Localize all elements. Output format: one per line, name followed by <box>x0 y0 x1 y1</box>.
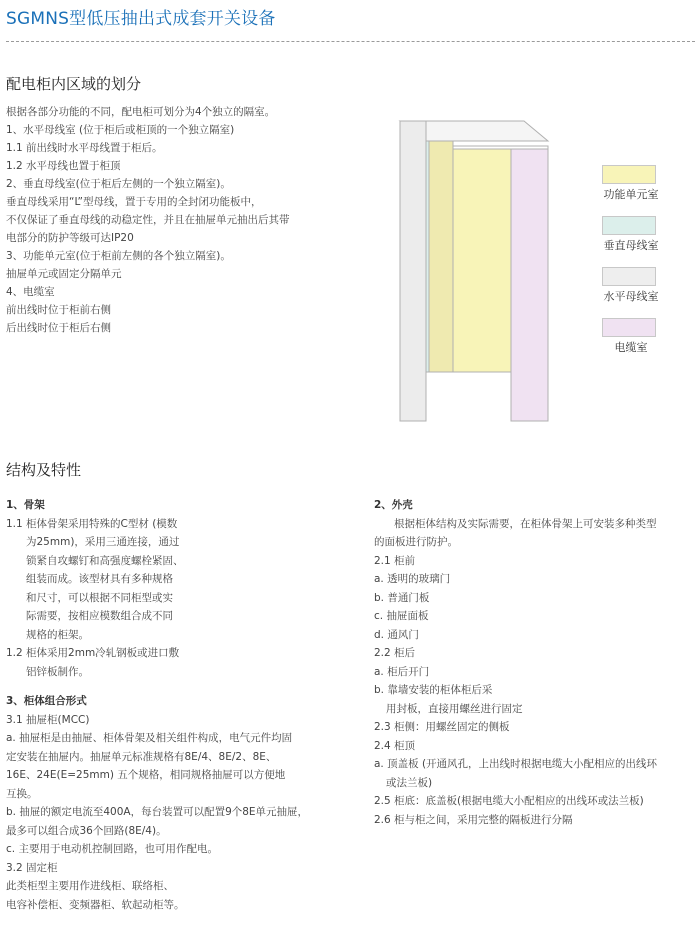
legend-swatch <box>602 165 656 184</box>
legend-swatch <box>602 216 656 235</box>
text-line: 2、垂直母线室(位于柜后左侧的一个独立隔室)。 <box>6 178 231 190</box>
text-line: 为25mm)，采用三通连接，通过 <box>26 536 180 548</box>
text-line: 用封板，直接用螺丝进行固定 <box>386 702 523 715</box>
text-line: 铝锌板制作。 <box>26 665 89 678</box>
cabinet-divider <box>453 146 548 149</box>
section-heading-structure: 结构及特性 <box>6 461 82 479</box>
legend-label: 功能单元室 <box>603 188 659 201</box>
title-divider <box>6 41 695 42</box>
text-line: 2.5 柜底：底盖板(根据电缆大小配相应的出线环或法兰板) <box>374 795 644 807</box>
legend-item-vertical-busbar <box>597 216 667 267</box>
cabinet-compartment-diagram <box>398 119 550 424</box>
functional-unit-side-face <box>429 141 453 372</box>
text-line: 电部分的防护等级可达IP20 <box>6 232 134 244</box>
text-line: 2.1 柜前 <box>374 554 416 567</box>
legend-item-cable <box>597 318 667 369</box>
text-line: 前出线时位于柜前右侧 <box>6 304 111 316</box>
text-line: a. 抽屉柜是由抽屉、柜体骨架及相关组件构成，电气元件均固 <box>6 732 293 744</box>
structure-left-column <box>6 496 366 914</box>
text-line: a. 顶盖板 (开通风孔，上出线时根据电缆大小配相应的出线环 <box>374 758 658 770</box>
text-line: 3.1 抽屉柜(MCC) <box>6 713 90 726</box>
text-line: 或法兰板) <box>386 776 433 789</box>
text-line: 根据各部分功能的不同，配电柜可划分为4个独立的隔室。 <box>6 106 276 118</box>
text-line: 2.3 柜侧：用螺丝固定的侧板 <box>374 721 510 733</box>
text-line: 1.1 前出线时水平母线置于柜后。 <box>6 142 163 154</box>
functional-unit-compartment <box>453 149 511 372</box>
text-line: a. 柜后开门 <box>374 665 430 678</box>
text-line: 3、功能单元室(位于柜前左侧的各个独立隔室)。 <box>6 250 231 262</box>
text-line: 1、水平母线室 (位于柜后或柜顶的一个独立隔室) <box>6 124 235 136</box>
text-line: 16E、24E(E=25mm) 五个规格，相同规格抽屉可以方便地 <box>6 769 286 781</box>
legend-item-horizontal-busbar <box>597 267 667 318</box>
text-line: a. 透明的玻璃门 <box>374 573 451 585</box>
legend-swatch <box>602 267 656 286</box>
text-line: 3.2 固定柜 <box>6 861 58 874</box>
legend-item-functional-unit <box>597 165 667 216</box>
text-line: b. 普通门板 <box>374 591 430 604</box>
text-line: 1.2 柜体采用2mm冷轧钢板或进口敷 <box>6 647 180 659</box>
text-line: 规格的柜架。 <box>26 628 89 641</box>
text-line: 锁紧自攻螺钉和高强度螺栓紧固、 <box>26 554 184 567</box>
text-line: 2.6 柜与柜之间，采用完整的隔板进行分隔 <box>374 813 573 826</box>
legend-label: 电缆室 <box>614 341 648 354</box>
section-heading-compartments: 配电柜内区域的划分 <box>6 75 142 93</box>
text-line: b. 靠墙安装的柜体柜后采 <box>374 684 493 696</box>
compartment-description <box>6 103 366 337</box>
legend-label: 垂直母线室 <box>603 239 659 252</box>
text-line: d. 通风门 <box>374 628 419 641</box>
text-line: c. 主要用于电动机控制回路，也可用作配电。 <box>6 843 218 855</box>
legend-swatch <box>602 318 656 337</box>
text-line: 根据柜体结构及实际需要，在柜体骨架上可安装多种类型 <box>394 517 657 530</box>
document-title: SGMNS型低压抽出式成套开关设备 <box>6 9 276 29</box>
text-line: 垂直母线采用“L”型母线，置于专用的全封闭功能板中， <box>6 196 262 208</box>
text-line: 4、电缆室 <box>6 286 55 298</box>
text-line: 后出线时位于柜后右侧 <box>6 322 111 334</box>
text-line: 组装而成。该型材具有多种规格 <box>26 573 173 585</box>
subheading-frame: 1、骨架 <box>6 499 45 511</box>
cable-compartment <box>511 149 548 421</box>
text-line: 1.2 水平母线也置于柜顶 <box>6 160 121 172</box>
text-line: 2.2 柜后 <box>374 647 416 659</box>
text-line: 和尺寸，可以根据不同柜型或实 <box>26 591 173 604</box>
text-line: 2.4 柜顶 <box>374 739 416 752</box>
text-line: 不仅保证了垂直母线的动稳定性，并且在抽屉单元抽出后其带 <box>6 214 290 226</box>
legend-label: 水平母线室 <box>603 290 659 303</box>
text-line: 抽屉单元或固定分隔单元 <box>6 268 122 280</box>
compartment-legend <box>597 165 667 369</box>
text-line: 际需要，按相应模数组合成不同 <box>26 610 173 622</box>
text-line: c. 抽屉面板 <box>374 610 429 622</box>
text-line: b. 抽屉的额定电流至400A，每台装置可以配置9个8E单元抽屉， <box>6 806 309 818</box>
text-line: 的面板进行防护。 <box>374 536 458 548</box>
subheading-enclosure: 2、外壳 <box>374 499 413 511</box>
text-line: 最多可以组合成36个回路(8E/4)。 <box>6 824 167 837</box>
text-line: 此类柜型主要用作进线柜、联络柜、 <box>6 880 174 892</box>
structure-right-column <box>374 496 696 829</box>
subheading-combination: 3、柜体组合形式 <box>6 695 87 707</box>
text-line: 定安装在抽屉内。抽屉单元标准规格有8E/4、8E/2、8E、 <box>6 750 277 763</box>
horizontal-busbar-compartment <box>400 121 426 421</box>
text-line: 互换。 <box>6 787 38 800</box>
text-line: 1.1 柜体骨架采用特殊的C型材 (模数 <box>6 517 178 530</box>
text-line: 电容补偿柜、变频器柜、软起动柜等。 <box>6 898 185 911</box>
